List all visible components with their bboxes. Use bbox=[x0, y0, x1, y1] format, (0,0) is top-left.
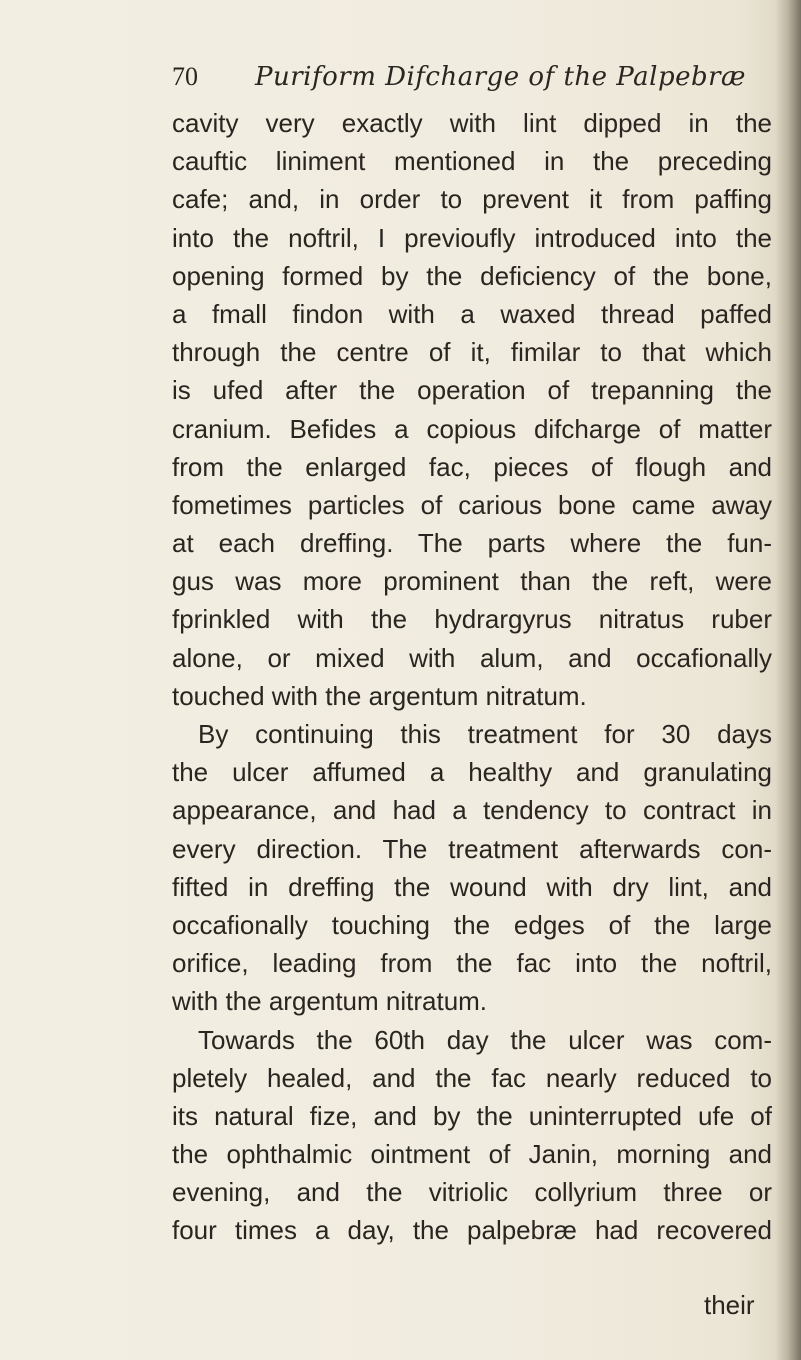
text-line: through the centre of it, fimilar to that which bbox=[172, 337, 772, 368]
page-edge-shadow bbox=[775, 0, 801, 1360]
text-line: the ulcer affumed a healthy and granulating bbox=[172, 757, 772, 788]
text-line: from the enlarged fac, pieces of flough and bbox=[172, 451, 772, 482]
text-line: opening formed by the deficiency of the bone, bbox=[172, 260, 772, 291]
text-line: cafe; and, in order to prevent it from paffing bbox=[172, 184, 772, 215]
text-line: cranium. Befides a copious difcharge of matter bbox=[172, 413, 772, 444]
body-text bbox=[172, 104, 772, 1250]
text-line: evening, and the vitriolic collyrium three or bbox=[172, 1177, 772, 1208]
running-title: Puriform Difcharge of the Palpebræ bbox=[255, 62, 746, 92]
text-line: at each dreffing. The parts where the fun- bbox=[172, 528, 772, 559]
text-line: pletely healed, and the fac nearly reduced to bbox=[172, 1062, 772, 1093]
text-line: orifice, leading from the fac into the noftril, bbox=[172, 948, 772, 979]
text-line: Towards the 60th day the ulcer was com- bbox=[198, 1024, 772, 1055]
text-line: with the argentum nitratum. bbox=[172, 986, 488, 1017]
text-line: the ophthalmic ointment of Janin, morning and bbox=[172, 1139, 772, 1170]
page-number: 70 bbox=[172, 62, 198, 91]
text-line: touched with the argentum nitratum. bbox=[172, 680, 587, 711]
text-line: four times a day, the palpebræ had recovered bbox=[172, 1215, 772, 1246]
text-line: is ufed after the operation of trepanning the bbox=[172, 375, 772, 406]
text-line: into the noftril, I previoufly introduced into the bbox=[172, 222, 772, 253]
text-line: appearance, and had a tendency to contract in bbox=[172, 795, 772, 826]
catchword: their bbox=[704, 1290, 755, 1320]
text-line: fifted in dreffing the wound with dry lint, and bbox=[172, 871, 772, 902]
text-line: fprinkled with the hydrargyrus nitratus ruber bbox=[172, 604, 772, 635]
text-line: cauftic liniment mentioned in the preceding bbox=[172, 146, 772, 177]
text-line: gus was more prominent than the reft, were bbox=[172, 566, 772, 597]
text-line: cavity very exactly with lint dipped in the bbox=[172, 108, 772, 138]
text-line: fometimes particles of carious bone came away bbox=[172, 489, 772, 520]
text-line: every direction. The treatment afterwards con- bbox=[172, 833, 772, 864]
text-line: alone, or mixed with alum, and occafionally bbox=[172, 642, 772, 673]
text-line: By continuing this treatment for 30 days bbox=[198, 719, 772, 749]
text-line: occafionally touching the edges of the large bbox=[172, 909, 772, 940]
text-line: a fmall findon with a waxed thread paffed bbox=[172, 298, 772, 329]
text-line: its natural fize, and by the uninterrupted ufe of bbox=[172, 1100, 772, 1131]
